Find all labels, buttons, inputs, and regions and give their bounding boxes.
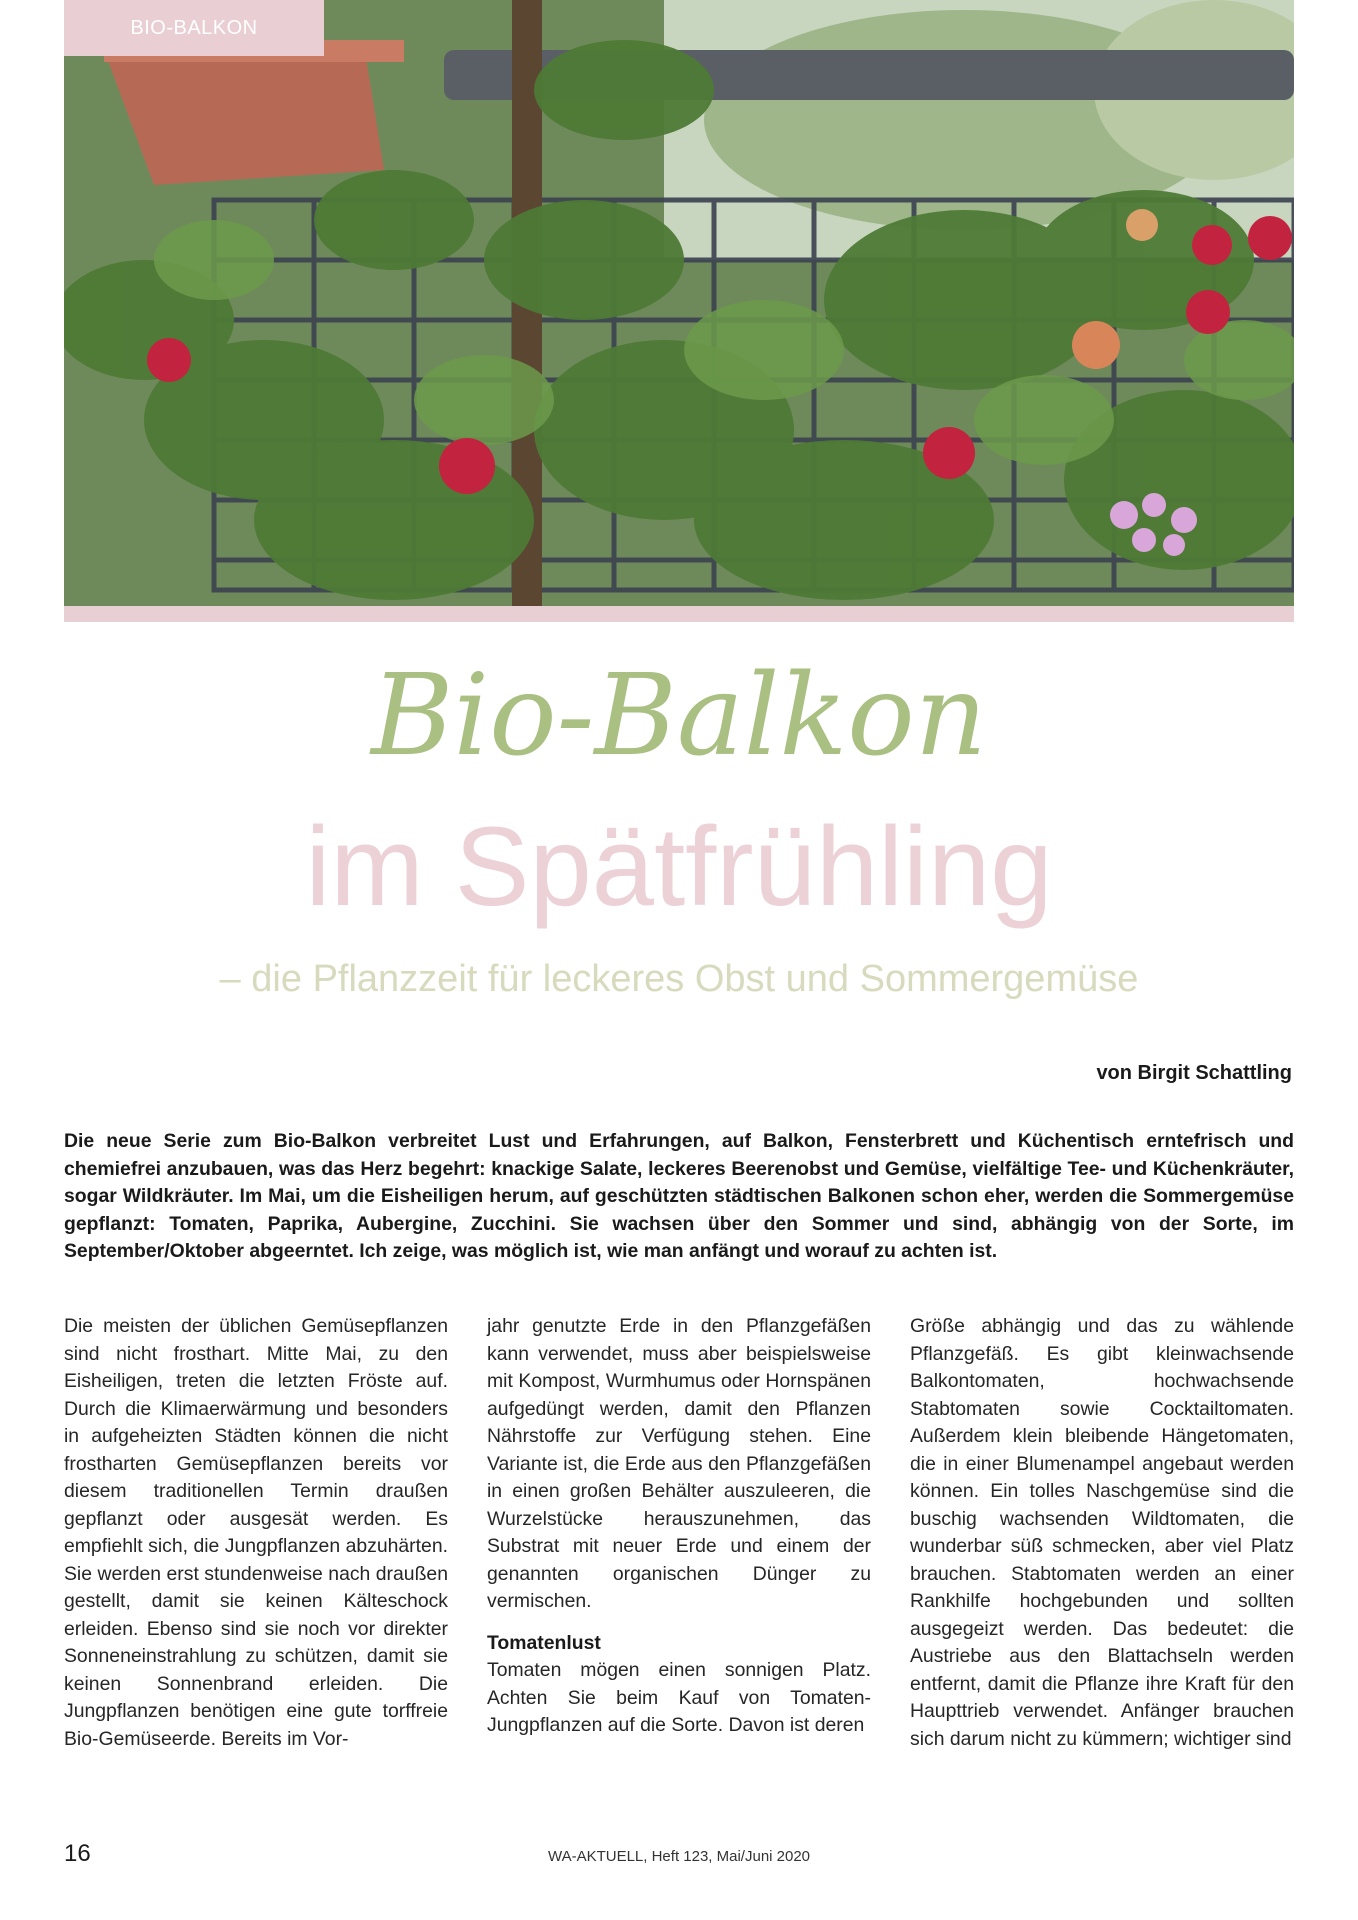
page-number: 16 xyxy=(64,1840,91,1867)
paragraph: Tomaten mögen einen sonnigen Platz. Achten Sie beim Kauf von Tomaten-Jungpflanzen auf die Sorte. Davon ist deren xyxy=(487,1659,871,1736)
section-tab: BIO-BALKON xyxy=(64,0,324,56)
body-column-1 xyxy=(64,1313,448,1753)
photo-raspberries-on-balcony-icon xyxy=(64,0,1294,606)
lead-paragraph: Die neue Serie zum Bio-Balkon verbreitet Lust und Erfahrungen, auf Balkon, Fensterbrett und Küchentisch erntefrisch und chemiefrei anzubauen, was das Herz begehrt: knackige Salate, leckeres Beerenobst und Gemüse, vielfältige Tee- und Küchenkräuter, sogar Wildkräuter. Im Mai, um die Eisheiligen herum, auf geschützten städtischen Balkonen schon eher, werden die Sommergemüse gepflanzt: Tomaten, Paprika, Aubergine, Zucchini. Sie wachsen über den Sommer und sind, abhängig von der Sorte, im September/Oktober abgeerntet. Ich zeige, was möglich ist, wie man anfängt und worauf zu achten ist. xyxy=(64,1130,1294,1262)
paragraph: Die meisten der üblichen Gemüsepflanzen sind nicht frosthart. Mitte Mai, zu den Eisheiligen, treten die letzten Fröste auf. Durch die Klimaerwärmung und besonders in aufgeheizten Städten können die nicht frostharten Gemüsepflanzen bereits vor diesem traditionellen Termin draußen gepflanzt oder ausgesät werden. Es empfiehlt sich, die Jungpflanzen abzuhärten. Sie werden erst stundenweise nach draußen gestellt, damit sie keinen Kälteschock erleiden. Ebenso sind sie noch vor direkter Sonneneinstrahlung zu schützen, damit sie keinen Sonnenbrand erleiden. Die Jungpflanzen benötigen eine gute torffreie Bio-Gemüseerde. Bereits im Vor- xyxy=(64,1315,448,1750)
pink-divider xyxy=(64,606,1294,622)
paragraph: Größe abhängig und das zu wählende Pflanzgefäß. Es gibt kleinwachsende Balkontomaten, hochwachsende Stabtomaten sowie Cocktailtomaten. Außerdem klein bleibende Hängetomaten, die in einer Blumenampel angebaut werden können. Ein tolles Naschgemüse sind die buschig wachsenden Wildtomaten, die wunderbar süß schmecken, aber viel Platz brauchen. Stabtomaten werden an einer Rankhilfe hochgebunden und sollten ausgegeizt werden. Das bedeutet: die Austriebe aus den Blattachseln werden entfernt, damit die Pflanze ihre Kraft für den Haupttrieb verwendet. Anfänger brauchen sich darum nicht zu kümmern; wichtiger sind xyxy=(910,1315,1294,1750)
paragraph: jahr genutzte Erde in den Pflanzgefäßen kann verwendet, muss aber beispielsweise mit Kompost, Wurmhumus oder Hornspänen aufgedüngt werden, damit den Pflanzen Nährstoffe zur Verfügung stehen. Eine Variante ist, die Erde aus den Pflanzgefäßen in einen großen Behälter auszuleeren, die Wurzelstücke herauszunehmen, das Substrat mit neuer Erde und einem der genannten organischen Dünger zu vermischen. xyxy=(487,1315,871,1612)
footer-publication: WA-AKTUELL, Heft 123, Mai/Juni 2020 xyxy=(547,1848,811,1865)
body-column-3 xyxy=(910,1313,1294,1753)
author-byline: von Birgit Schattling xyxy=(1096,1062,1292,1084)
body-column-2 xyxy=(487,1313,871,1740)
title-script: Bio-Balkon xyxy=(371,651,987,781)
page-title: im Spätfrühling xyxy=(305,804,1053,929)
subtitle: – die Pflanzzeit für leckeres Obst und Sommergemüse xyxy=(219,958,1139,1000)
article-photo xyxy=(64,0,1294,606)
section-heading: Tomatenlust xyxy=(487,1631,601,1654)
